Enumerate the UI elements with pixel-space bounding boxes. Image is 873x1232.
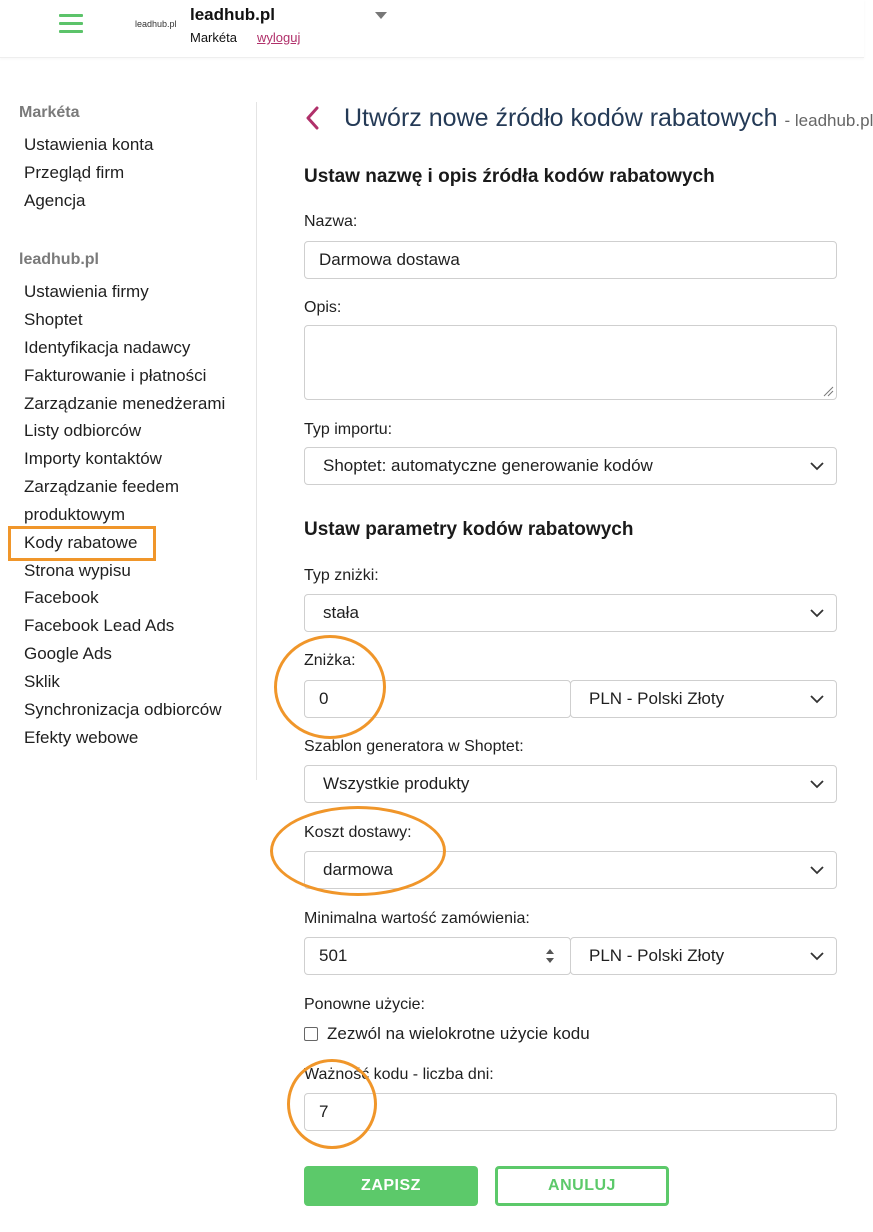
discount-currency-select[interactable] — [570, 680, 837, 718]
sidebar-heading-user: Markéta — [19, 104, 80, 121]
sidebar-item-shoptet[interactable]: Shoptet — [24, 310, 83, 329]
min-order-input[interactable] — [304, 937, 571, 975]
import-type-select[interactable] — [304, 447, 837, 485]
sidebar-item-managers[interactable]: Zarządzanie menedżerami — [24, 394, 226, 413]
number-stepper-icon[interactable] — [544, 947, 556, 965]
chevron-down-icon — [810, 695, 824, 704]
section-title-parameters: Ustaw parametry kodów rabatowych — [304, 519, 634, 540]
active-item-highlight — [8, 526, 156, 561]
import-type-value: Shoptet: automatyczne generowanie kodów — [323, 456, 653, 475]
user-name: Markéta — [190, 30, 237, 45]
discount-type-select[interactable] — [304, 594, 837, 632]
section-title-name: Ustaw nazwę i opis źródła kodów rabatowych — [304, 166, 715, 187]
min-order-currency-value: PLN - Polski Złoty — [589, 946, 725, 965]
template-value: Wszystkie produkty — [323, 774, 470, 793]
validity-input[interactable]: 7 — [304, 1093, 837, 1131]
account-name[interactable]: leadhub.pl — [190, 5, 275, 24]
sidebar-item-billing[interactable]: Fakturowanie i płatności — [24, 366, 207, 385]
shipping-select[interactable] — [304, 851, 837, 889]
reuse-label: Ponowne użycie: — [304, 996, 425, 1013]
sidebar-item-agency[interactable]: Agencja — [24, 191, 86, 210]
discount-type-label: Typ zniżki: — [304, 567, 379, 584]
chevron-down-icon[interactable] — [375, 12, 387, 19]
validity-label: Ważność kodu - liczba dni: — [304, 1066, 494, 1083]
resize-grip-icon[interactable] — [822, 385, 834, 397]
name-input[interactable]: Darmowa dostawa — [304, 241, 837, 279]
description-label: Opis: — [304, 299, 342, 316]
reuse-checkbox[interactable] — [304, 1027, 318, 1041]
sidebar-item-facebook[interactable]: Facebook — [24, 588, 99, 607]
chevron-down-icon — [810, 462, 824, 471]
cancel-button[interactable]: ANULUJ — [495, 1166, 669, 1206]
sidebar-item-contact-imports[interactable]: Importy kontaktów — [24, 449, 162, 468]
sidebar-item-recipient-sync[interactable]: Synchronizacja odbiorców — [24, 700, 222, 719]
sidebar-item-recipient-lists[interactable]: Listy odbiorców — [24, 421, 142, 440]
sidebar-item-web-effects[interactable]: Efekty webowe — [24, 728, 139, 747]
sidebar-item-account-settings[interactable]: Ustawienia konta — [24, 135, 154, 154]
sidebar-item-sklik[interactable]: Sklik — [24, 672, 60, 691]
min-order-label: Minimalna wartość zamówienia: — [304, 910, 530, 927]
sidebar-item-facebook-lead-ads[interactable]: Facebook Lead Ads — [24, 616, 175, 635]
sidebar-item-product-feed-line2[interactable]: produktowym — [24, 505, 126, 524]
sidebar-item-discount-codes[interactable]: Kody rabatowe — [24, 533, 138, 552]
sidebar-item-sender-identification[interactable]: Identyfikacja nadawcy — [24, 338, 191, 357]
template-select[interactable] — [304, 765, 837, 803]
page-title-suffix: - leadhub.pl — [784, 111, 873, 130]
sidebar-divider — [256, 102, 257, 780]
import-type-label: Typ importu: — [304, 421, 393, 438]
sidebar-item-company-settings[interactable]: Ustawienia firmy — [24, 282, 149, 301]
sidebar-item-google-ads[interactable]: Google Ads — [24, 644, 112, 663]
min-order-currency-select[interactable] — [570, 937, 837, 975]
menu-icon[interactable] — [59, 14, 83, 34]
page-title: Utwórz nowe źródło kodów rabatowych - leadhub.pl — [344, 104, 873, 132]
chevron-down-icon — [810, 780, 824, 789]
shipping-label: Koszt dostawy: — [304, 824, 412, 841]
description-textarea[interactable] — [304, 325, 837, 400]
reuse-checkbox-label[interactable]: Zezwól na wielokrotne użycie kodu — [327, 1024, 590, 1043]
min-order-value: 501 — [319, 946, 348, 965]
logout-link[interactable]: wyloguj — [257, 30, 301, 45]
discount-type-value: stała — [323, 603, 359, 622]
chevron-down-icon — [810, 609, 824, 618]
discount-input[interactable]: 0 — [304, 680, 571, 718]
back-chevron-icon[interactable] — [305, 106, 319, 130]
sidebar-item-product-feed[interactable]: Zarządzanie feedem — [24, 477, 179, 496]
template-label: Szablon generatora w Shoptet: — [304, 738, 524, 755]
chevron-down-icon — [810, 866, 824, 875]
sidebar-item-company-overview[interactable]: Przegląd firm — [24, 163, 125, 182]
save-button[interactable]: ZAPISZ — [304, 1166, 478, 1206]
discount-label: Zniżka: — [304, 652, 356, 669]
discount-currency-value: PLN - Polski Złoty — [589, 689, 725, 708]
top-header — [0, 0, 864, 58]
chevron-down-icon — [810, 952, 824, 961]
shipping-value: darmowa — [323, 860, 393, 879]
name-label: Nazwa: — [304, 213, 358, 230]
sidebar-item-unsubscribe-page[interactable]: Strona wypisu — [24, 561, 131, 580]
sidebar-heading-company: leadhub.pl — [19, 251, 99, 268]
logo[interactable]: leadhub.pl — [135, 19, 177, 29]
